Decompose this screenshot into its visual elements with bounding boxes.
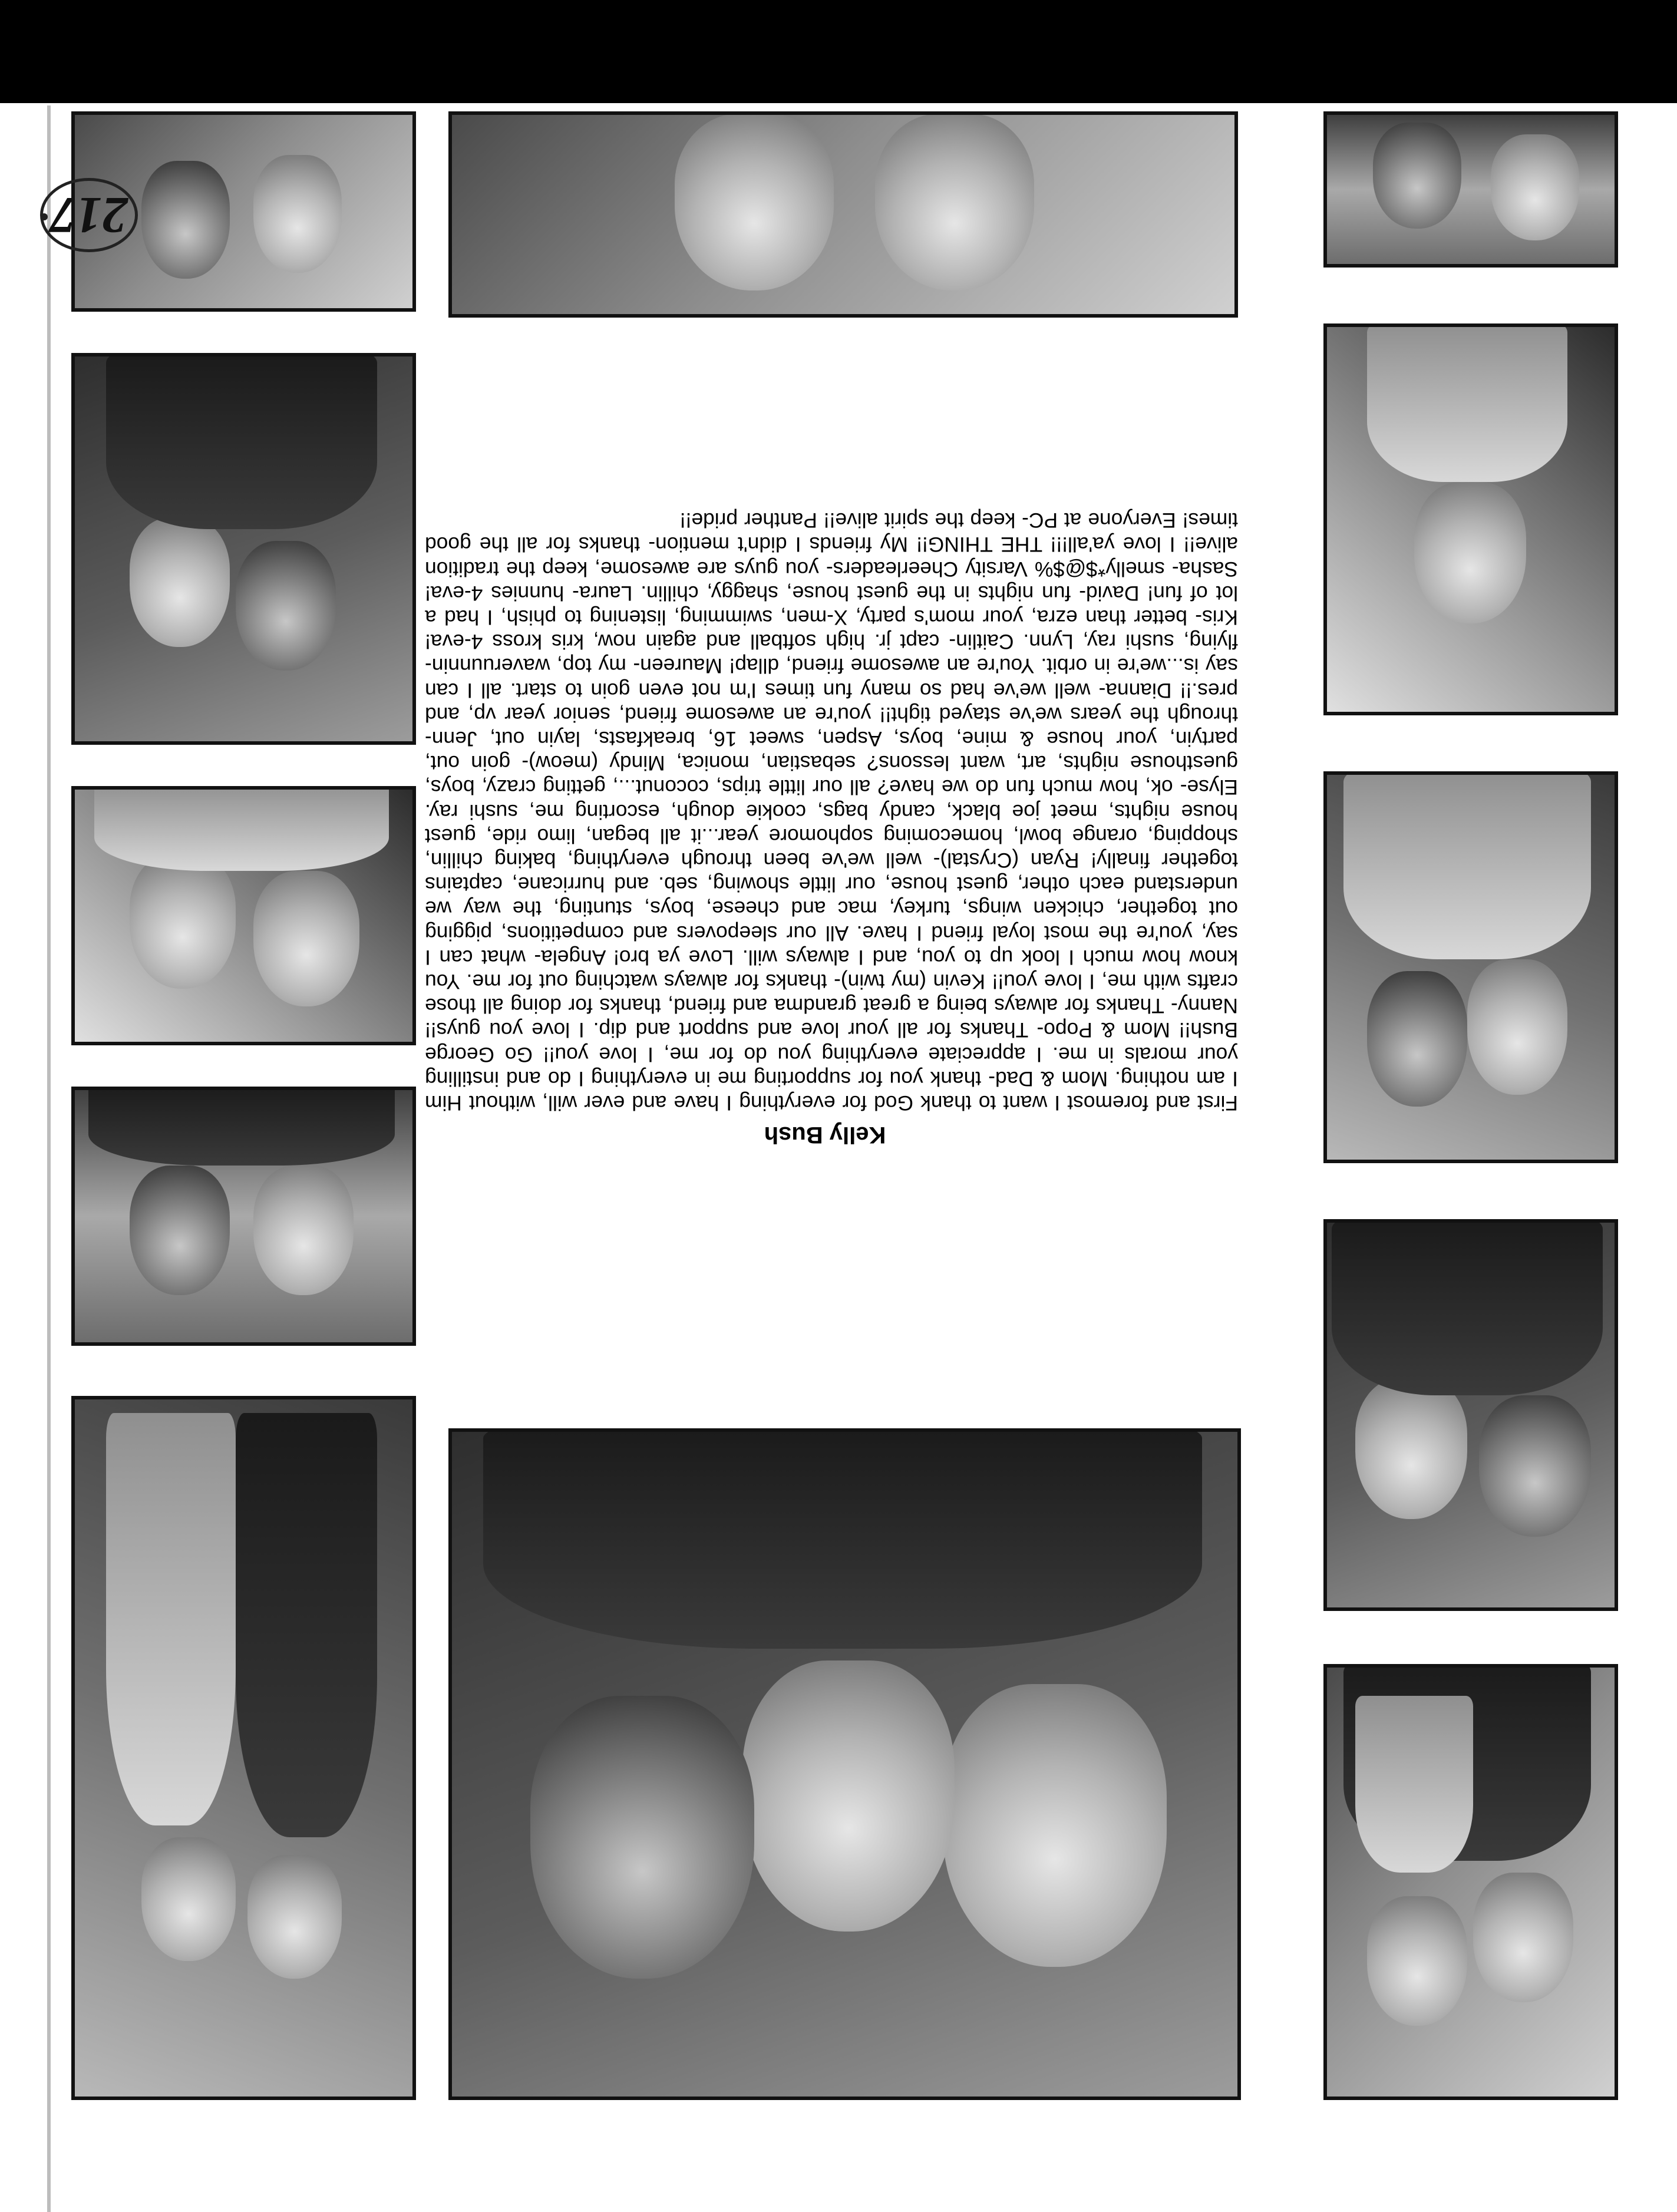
photo-left-2 [1323,1219,1618,1611]
student-name: Kelly Bush [764,1122,886,1148]
tribute-text: First and foremost I want to thank God for everything I have and ever will, without Him I am nothing. Mom & Dad- thank you for supporting me in everything I do and instilling your morals in me. I appreciate everything you do for me, I love you!! Go George Bush!! Mom & Popo- Thanks for all your love and support and dip. I love you guys!! Nanny- Thanks for always being a great grandma and friend, thanks for doing all those crafts with me, I love you!! Kevin (my twin)- thanks for always watching out for me. You know how much I look up to you, and I always will. Love ya bro! Angela- what can I say, you're the most loyal friend I have. All our sleepovers and competitions, pigging out together, chicken wings, turkey, mac and cheese, boys, stunting, the way we understand each other, guest house, our little showing, seb. and hurricane, captains together finally! Ryan (Crystal)- well we've been through everything, baking chillin, shopping, orange bowl, homecoming sophomore year...it all began, limo ride, guest house nights, meet joe black, candy bags, cookie dough, escorting me, sushi ray. Elyse- ok, how much fun do we have? all our little trips, coconut..., getting crazy, boys, guesthouse nights, art, want lessons? sebastian, monica, Mindy (meow)- goin out, partyin, your house & mine, boys, Aspen, sweet 16, breakfasts, layin out, Jenn- through the years we've stayed tight!! you're an awesome friend, senior year vp, and pres.!! Dianna- well we've had so many fun times I'm not even goin to start. all I can say is...we're in orbit. You're an awesome friend, dllap! Maureen- my top, waveruunnin- flying, sushi ray, Lynn. Caitlin- capt jr. high softball and again now, kris kross 4-eva! Kris- better than ezra, your mom's party, X-men, swimming, listening to phish, I had a lot of fun! David- fun nights in the guest house, shaggy, chillin. Laura- hunnies 4-eva! Sasha- smelly*$@$% Varsity Cheerleaders- you guys are awesome, keep the tradition alive!! I love ya'all!!! THE THING!! My friends I didn't mention- thanks for all the good times! Everyone at PC- keep the spirit alive!! Panther pride!! [425,509,1238,1115]
scan-dot [41,213,48,220]
photo-right-2 [71,1087,416,1346]
page-edge-shadow [47,105,51,2212]
photo-left-5 [1323,111,1618,268]
photo-right-3 [71,786,416,1045]
photo-center-top [448,1428,1241,2100]
photo-left-4 [1323,323,1618,715]
photo-left-3 [1323,771,1618,1163]
photo-left-1 [1323,1664,1618,2100]
photo-right-1 [71,1396,416,2100]
page-number: 217 [50,186,128,243]
photo-center-bottom [448,111,1238,318]
photo-right-4 [71,353,416,745]
